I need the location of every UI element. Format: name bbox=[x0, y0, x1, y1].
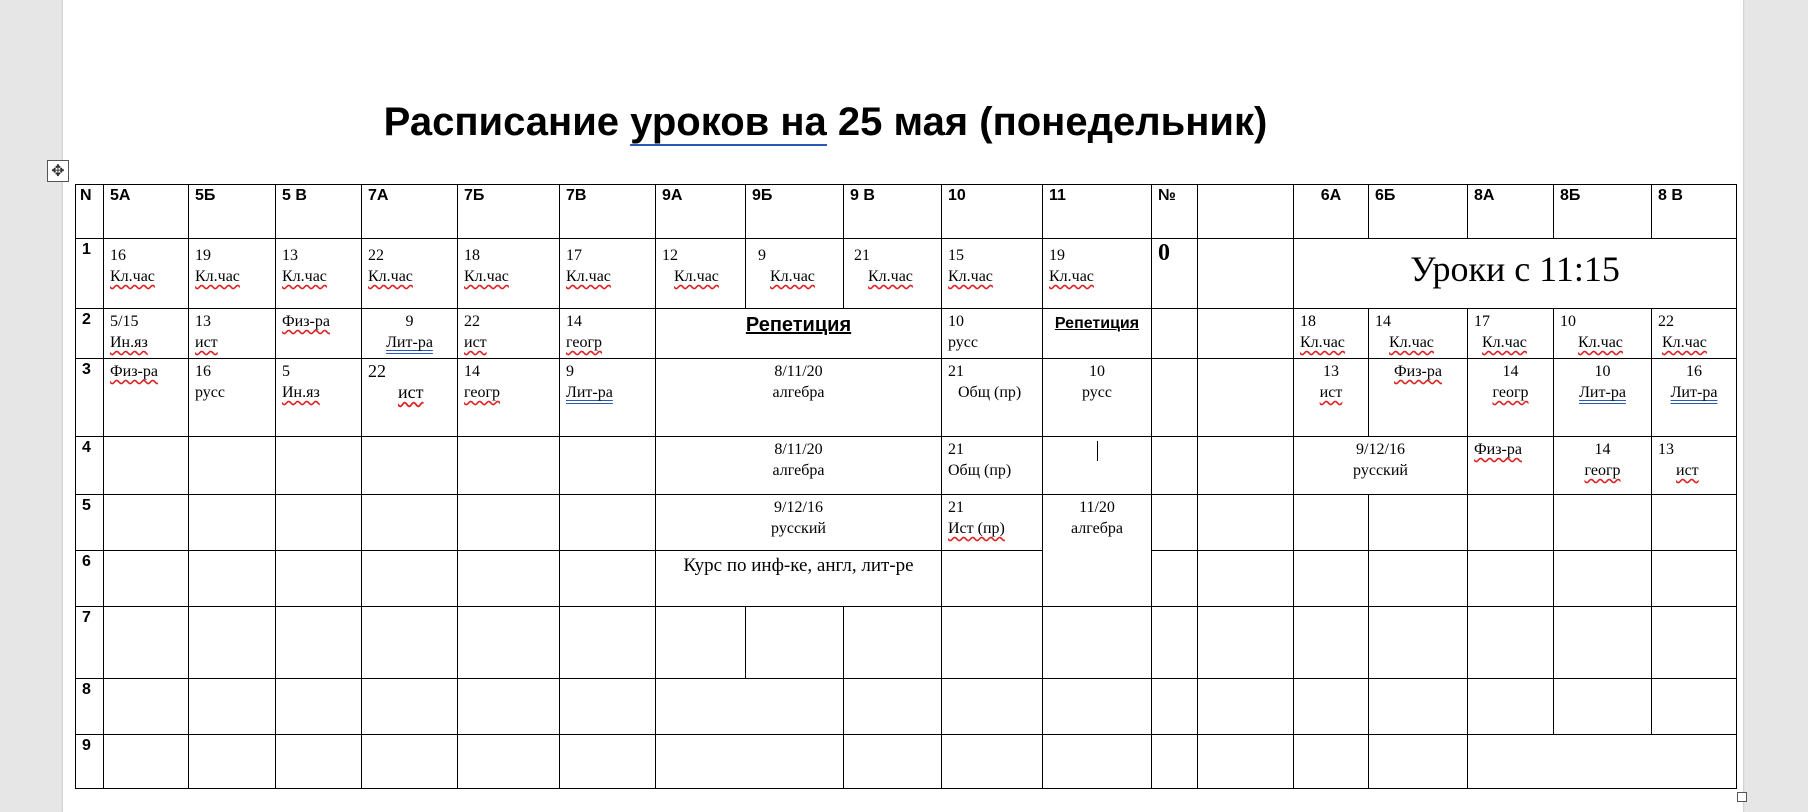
cell-8a bbox=[1468, 309, 1554, 359]
cell-7v bbox=[560, 679, 656, 735]
subject: Кл.час bbox=[195, 268, 240, 285]
cell-8v bbox=[1652, 309, 1737, 359]
title-part-1: Расписание bbox=[383, 100, 631, 144]
cell-empty bbox=[1198, 495, 1294, 551]
row-number: 5 bbox=[76, 495, 104, 551]
room: 5/15 bbox=[110, 313, 139, 330]
subject: Ист (пр) bbox=[948, 520, 1005, 537]
subject: геогр bbox=[1584, 462, 1621, 479]
header-8b: 8Б bbox=[1554, 185, 1652, 239]
subject: Физ-ра bbox=[110, 363, 158, 380]
cell-9v bbox=[844, 679, 942, 735]
cell-9-merged bbox=[656, 359, 942, 437]
header-8a: 8А bbox=[1468, 185, 1554, 239]
cell-7b bbox=[458, 359, 560, 437]
room: 14 bbox=[566, 313, 582, 330]
cell-7b bbox=[458, 607, 560, 679]
cell-5b bbox=[189, 495, 276, 551]
cell-5b bbox=[189, 239, 276, 309]
room: 22 bbox=[368, 361, 386, 381]
row-number: 4 bbox=[76, 437, 104, 495]
cell-5b bbox=[189, 359, 276, 437]
subject: ист bbox=[1319, 384, 1343, 401]
subject: геогр bbox=[566, 334, 603, 351]
subject: русский bbox=[1353, 462, 1408, 479]
cell-empty bbox=[1198, 551, 1294, 607]
lessons-start-note: Уроки с 11:15 bbox=[1410, 249, 1620, 289]
cell-9b bbox=[746, 607, 844, 679]
subject: ист bbox=[464, 334, 487, 351]
cell-7a bbox=[362, 679, 458, 735]
row-number: 3 bbox=[76, 359, 104, 437]
cell-no bbox=[1152, 239, 1198, 309]
cell-no bbox=[1152, 359, 1198, 437]
header-6b: 6Б bbox=[1369, 185, 1468, 239]
subject: Кл.час bbox=[1482, 334, 1527, 351]
subject: Общ (пр) bbox=[948, 462, 1012, 479]
room: 14 bbox=[1502, 363, 1519, 380]
cell-6b bbox=[1369, 309, 1468, 359]
zero-lesson: 0 bbox=[1158, 240, 1170, 266]
header-9v: 9 В bbox=[844, 185, 942, 239]
subject: ист bbox=[1676, 462, 1699, 479]
room: 12 bbox=[662, 247, 678, 264]
room: 10 bbox=[1594, 363, 1611, 380]
cell-8b bbox=[1554, 437, 1652, 495]
table-row bbox=[76, 735, 1737, 789]
subject: Кл.час bbox=[110, 268, 155, 285]
cell-8b bbox=[1554, 359, 1652, 437]
cell-8a bbox=[1468, 359, 1554, 437]
cell-no bbox=[1152, 679, 1198, 735]
title-part-3: 25 мая (понедельник) bbox=[826, 100, 1268, 144]
cell-7v bbox=[560, 607, 656, 679]
cell-7v bbox=[560, 437, 656, 495]
subject: Кл.час bbox=[1300, 334, 1345, 351]
cell-6a bbox=[1294, 309, 1369, 359]
table-row bbox=[76, 437, 1737, 495]
cell-11 bbox=[1043, 735, 1152, 789]
cell-no bbox=[1152, 437, 1198, 495]
header-n: N bbox=[76, 185, 104, 239]
subject: Кл.час bbox=[464, 268, 509, 285]
cell-7b bbox=[458, 679, 560, 735]
room: 16 bbox=[1686, 363, 1702, 380]
cell-7b bbox=[458, 437, 560, 495]
room: 16 bbox=[110, 247, 126, 264]
cell-empty bbox=[1198, 437, 1294, 495]
cell-11 bbox=[1043, 607, 1152, 679]
subject: алгебра bbox=[772, 462, 825, 479]
room: 21 bbox=[948, 441, 964, 458]
cell-5b bbox=[189, 735, 276, 789]
subject: Кл.час bbox=[948, 268, 993, 285]
cell-8b bbox=[1554, 607, 1652, 679]
header-no: № bbox=[1152, 185, 1198, 239]
cell-10 bbox=[942, 239, 1043, 309]
subject: Ин.яз bbox=[282, 384, 320, 401]
table-row bbox=[76, 495, 1737, 551]
cell-8b bbox=[1554, 495, 1652, 551]
room: 14 bbox=[1375, 313, 1391, 330]
header-7a: 7А bbox=[362, 185, 458, 239]
cell-7a bbox=[362, 437, 458, 495]
subject: Кл.час bbox=[674, 268, 719, 285]
cell-6b bbox=[1369, 679, 1468, 735]
room: 13 bbox=[1323, 363, 1339, 380]
header-5b: 5Б bbox=[189, 185, 276, 239]
cell-11 bbox=[1043, 239, 1152, 309]
cell-10 bbox=[942, 437, 1043, 495]
cell-5v bbox=[276, 359, 362, 437]
cell-10 bbox=[942, 309, 1043, 359]
cell-5v bbox=[276, 309, 362, 359]
cell-9v bbox=[844, 239, 942, 309]
cell-5v bbox=[276, 495, 362, 551]
header-10: 10 bbox=[942, 185, 1043, 239]
cell-no bbox=[1152, 495, 1198, 551]
cell-6a bbox=[1294, 679, 1369, 735]
cell-empty bbox=[1198, 679, 1294, 735]
cell-8b bbox=[1554, 309, 1652, 359]
subject: Общ (пр) bbox=[958, 384, 1022, 401]
cell-7a bbox=[362, 309, 458, 359]
room: 21 bbox=[948, 363, 964, 380]
cell-5b bbox=[189, 607, 276, 679]
subject: русс bbox=[195, 384, 225, 401]
cell-6b bbox=[1369, 495, 1468, 551]
cell-7a bbox=[362, 359, 458, 437]
room: 22 bbox=[368, 247, 384, 264]
table-resize-handle[interactable] bbox=[1737, 792, 1747, 802]
room: 8/11/20 bbox=[774, 363, 823, 380]
header-empty bbox=[1198, 185, 1294, 239]
subject: Физ-ра bbox=[282, 313, 330, 330]
cell-5a bbox=[104, 607, 189, 679]
cell-7v bbox=[560, 495, 656, 551]
text-cursor bbox=[1097, 441, 1098, 461]
subject: алгебра bbox=[1071, 520, 1123, 537]
room: 22 bbox=[1658, 313, 1674, 330]
subject: русский bbox=[771, 520, 826, 537]
row-number: 8 bbox=[76, 679, 104, 735]
cell-7b bbox=[458, 735, 560, 789]
cell-5a bbox=[104, 309, 189, 359]
cell-5a bbox=[104, 735, 189, 789]
cell-10 bbox=[942, 551, 1043, 607]
cell-7b bbox=[458, 551, 560, 607]
cell-8a bbox=[1468, 437, 1554, 495]
cell-9ab bbox=[656, 679, 844, 735]
cell-empty bbox=[1198, 735, 1294, 789]
header-5v: 5 В bbox=[276, 185, 362, 239]
room: 15 bbox=[948, 247, 964, 264]
page-title bbox=[63, 100, 1588, 145]
subject: Кл.час bbox=[368, 268, 413, 285]
table-row bbox=[76, 679, 1737, 735]
room: 5 bbox=[282, 363, 290, 380]
cell-7v bbox=[560, 309, 656, 359]
cell-6b bbox=[1369, 735, 1468, 789]
cell-6b bbox=[1369, 551, 1468, 607]
cell-9a bbox=[656, 607, 746, 679]
cell-empty bbox=[1198, 607, 1294, 679]
subject: Кл.час bbox=[282, 268, 327, 285]
room: 11/20 bbox=[1079, 499, 1115, 516]
cell-10 bbox=[942, 679, 1043, 735]
room: 9 bbox=[566, 363, 574, 380]
header-9b: 9Б bbox=[746, 185, 844, 239]
subject: Кл.час bbox=[1662, 334, 1707, 351]
room: 10 bbox=[948, 313, 964, 330]
cell-7a bbox=[362, 495, 458, 551]
cell-8b bbox=[1554, 551, 1652, 607]
room: 9 bbox=[405, 313, 414, 330]
cell-9-merged bbox=[656, 437, 942, 495]
room: 9 bbox=[758, 247, 766, 264]
room: 10 bbox=[1089, 363, 1105, 380]
table-row bbox=[76, 309, 1737, 359]
room: 9/12/16 bbox=[774, 499, 823, 516]
subject: русс bbox=[948, 334, 978, 351]
rehearsal-label: Репетиция bbox=[1054, 315, 1140, 332]
header-11: 11 bbox=[1043, 185, 1152, 239]
row-number: 6 bbox=[76, 551, 104, 607]
table-row bbox=[76, 551, 1737, 607]
cell-5a bbox=[104, 495, 189, 551]
subject: Кл.час bbox=[1049, 268, 1094, 285]
subject: Ин.яз bbox=[110, 334, 148, 351]
cell-7a bbox=[362, 735, 458, 789]
subject: русс bbox=[1082, 384, 1112, 401]
cell-7a bbox=[362, 607, 458, 679]
cell-5a bbox=[104, 551, 189, 607]
header-row bbox=[76, 185, 1737, 239]
cell-11 bbox=[1043, 679, 1152, 735]
room: 21 bbox=[948, 499, 964, 516]
cell-10 bbox=[942, 359, 1043, 437]
cell-7v bbox=[560, 239, 656, 309]
subject: Кл.час bbox=[566, 268, 611, 285]
cell-7b bbox=[458, 495, 560, 551]
subject: Лит-ра bbox=[1579, 384, 1626, 401]
cell-9-rehearsal bbox=[656, 309, 942, 359]
cell-10 bbox=[942, 607, 1043, 679]
cell-10 bbox=[942, 495, 1043, 551]
cell-6a bbox=[1294, 359, 1369, 437]
cell-7v bbox=[560, 359, 656, 437]
subject: ист bbox=[398, 382, 424, 402]
room: 13 bbox=[1658, 441, 1674, 458]
room: 19 bbox=[1049, 247, 1065, 264]
cell-9a bbox=[656, 239, 746, 309]
room: 22 bbox=[464, 313, 480, 330]
cell-5b bbox=[189, 437, 276, 495]
row-number: 1 bbox=[76, 239, 104, 309]
room: 19 bbox=[195, 247, 211, 264]
cell-9b bbox=[746, 239, 844, 309]
cell-6b bbox=[1369, 359, 1468, 437]
header-8v: 8 В bbox=[1652, 185, 1737, 239]
cell-6a bbox=[1294, 495, 1369, 551]
cell-9-merged bbox=[656, 495, 942, 551]
room: 8/11/20 bbox=[774, 441, 823, 458]
cell-7b bbox=[458, 239, 560, 309]
cell-7b bbox=[458, 309, 560, 359]
cell-9v bbox=[844, 607, 942, 679]
cell-8v bbox=[1652, 607, 1737, 679]
cell-no bbox=[1152, 607, 1198, 679]
cell-no bbox=[1152, 735, 1198, 789]
table-row bbox=[76, 607, 1737, 679]
header-9a: 9А bbox=[656, 185, 746, 239]
cell-no bbox=[1152, 309, 1198, 359]
room: 17 bbox=[566, 247, 582, 264]
subject: Кл.час bbox=[770, 268, 815, 285]
cell-5v bbox=[276, 551, 362, 607]
cell-empty bbox=[1198, 359, 1294, 437]
cell-lessons-from bbox=[1294, 239, 1737, 309]
subject: Лит-ра bbox=[386, 334, 433, 351]
subject: алгебра bbox=[772, 384, 825, 401]
cell-empty bbox=[1198, 239, 1294, 309]
cell-no bbox=[1152, 551, 1198, 607]
room: 17 bbox=[1474, 313, 1490, 330]
cell-9v bbox=[844, 735, 942, 789]
cell-8a bbox=[1468, 679, 1554, 735]
header-6a: 6А bbox=[1294, 185, 1369, 239]
room: 13 bbox=[195, 313, 211, 330]
schedule-table bbox=[75, 184, 1737, 789]
row-number: 2 bbox=[76, 309, 104, 359]
cell-5b bbox=[189, 551, 276, 607]
cell-8v bbox=[1652, 551, 1737, 607]
cell-9-course bbox=[656, 551, 942, 607]
cell-5v bbox=[276, 437, 362, 495]
subject: Физ-ра bbox=[1394, 363, 1442, 380]
cell-5v bbox=[276, 679, 362, 735]
subject: Лит-ра bbox=[1670, 384, 1718, 401]
cell-5a bbox=[104, 239, 189, 309]
room: 9/12/16 bbox=[1356, 441, 1405, 458]
cell-11-rehearsal bbox=[1043, 309, 1152, 359]
cell-7a bbox=[362, 551, 458, 607]
header-5a: 5А bbox=[104, 185, 189, 239]
cell-7v bbox=[560, 551, 656, 607]
title-part-2: уроков на bbox=[630, 100, 827, 144]
room: 18 bbox=[464, 247, 480, 264]
subject: геогр bbox=[464, 384, 501, 401]
subject: геогр bbox=[1492, 384, 1529, 401]
cell-5v bbox=[276, 607, 362, 679]
cell-8v bbox=[1652, 359, 1737, 437]
cell-6a bbox=[1294, 551, 1369, 607]
cell-5v bbox=[276, 735, 362, 789]
cell-5b bbox=[189, 679, 276, 735]
cell-8a bbox=[1468, 495, 1554, 551]
table-row bbox=[76, 239, 1737, 309]
cell-7a bbox=[362, 239, 458, 309]
cell-empty bbox=[1198, 309, 1294, 359]
table-move-handle-icon[interactable]: ✥ bbox=[47, 160, 69, 182]
cell-11[interactable] bbox=[1043, 437, 1152, 495]
cell-8v bbox=[1652, 495, 1737, 551]
row-number: 7 bbox=[76, 607, 104, 679]
subject: Лит-ра bbox=[566, 384, 613, 401]
room: 21 bbox=[854, 247, 870, 264]
rehearsal-label: Репетиция bbox=[745, 314, 852, 336]
cell-5a bbox=[104, 437, 189, 495]
subject: Кл.час bbox=[1389, 334, 1434, 351]
cell-8a bbox=[1468, 607, 1554, 679]
room: 18 bbox=[1300, 313, 1316, 330]
cell-9ab bbox=[656, 735, 844, 789]
table-row bbox=[76, 359, 1737, 437]
cell-6-merged bbox=[1294, 437, 1468, 495]
cell-7v bbox=[560, 735, 656, 789]
cell-5a bbox=[104, 679, 189, 735]
room: 10 bbox=[1560, 313, 1576, 330]
cell-8-merged bbox=[1468, 735, 1737, 789]
cell-5b bbox=[189, 309, 276, 359]
cell-8a bbox=[1468, 551, 1554, 607]
cell-5v bbox=[276, 239, 362, 309]
cell-10 bbox=[942, 735, 1043, 789]
cell-6b bbox=[1369, 607, 1468, 679]
cell-8b bbox=[1554, 679, 1652, 735]
subject: ист bbox=[195, 334, 218, 351]
row-number: 9 bbox=[76, 735, 104, 789]
room: 14 bbox=[464, 363, 480, 380]
cell-6a bbox=[1294, 607, 1369, 679]
course-note: Курс по инф-ке, англ, лит-ре bbox=[683, 555, 914, 576]
cell-6a bbox=[1294, 735, 1369, 789]
header-7v: 7В bbox=[560, 185, 656, 239]
subject: Физ-ра bbox=[1474, 441, 1522, 458]
cell-11-merged bbox=[1043, 495, 1152, 607]
room: 16 bbox=[195, 363, 211, 380]
header-7b: 7Б bbox=[458, 185, 560, 239]
subject: Кл.час bbox=[1578, 334, 1623, 351]
room: 14 bbox=[1594, 441, 1611, 458]
subject: Кл.час bbox=[868, 268, 913, 285]
room: 13 bbox=[282, 247, 298, 264]
cell-11 bbox=[1043, 359, 1152, 437]
cell-5a bbox=[104, 359, 189, 437]
cell-8v bbox=[1652, 679, 1737, 735]
cell-8v bbox=[1652, 437, 1737, 495]
